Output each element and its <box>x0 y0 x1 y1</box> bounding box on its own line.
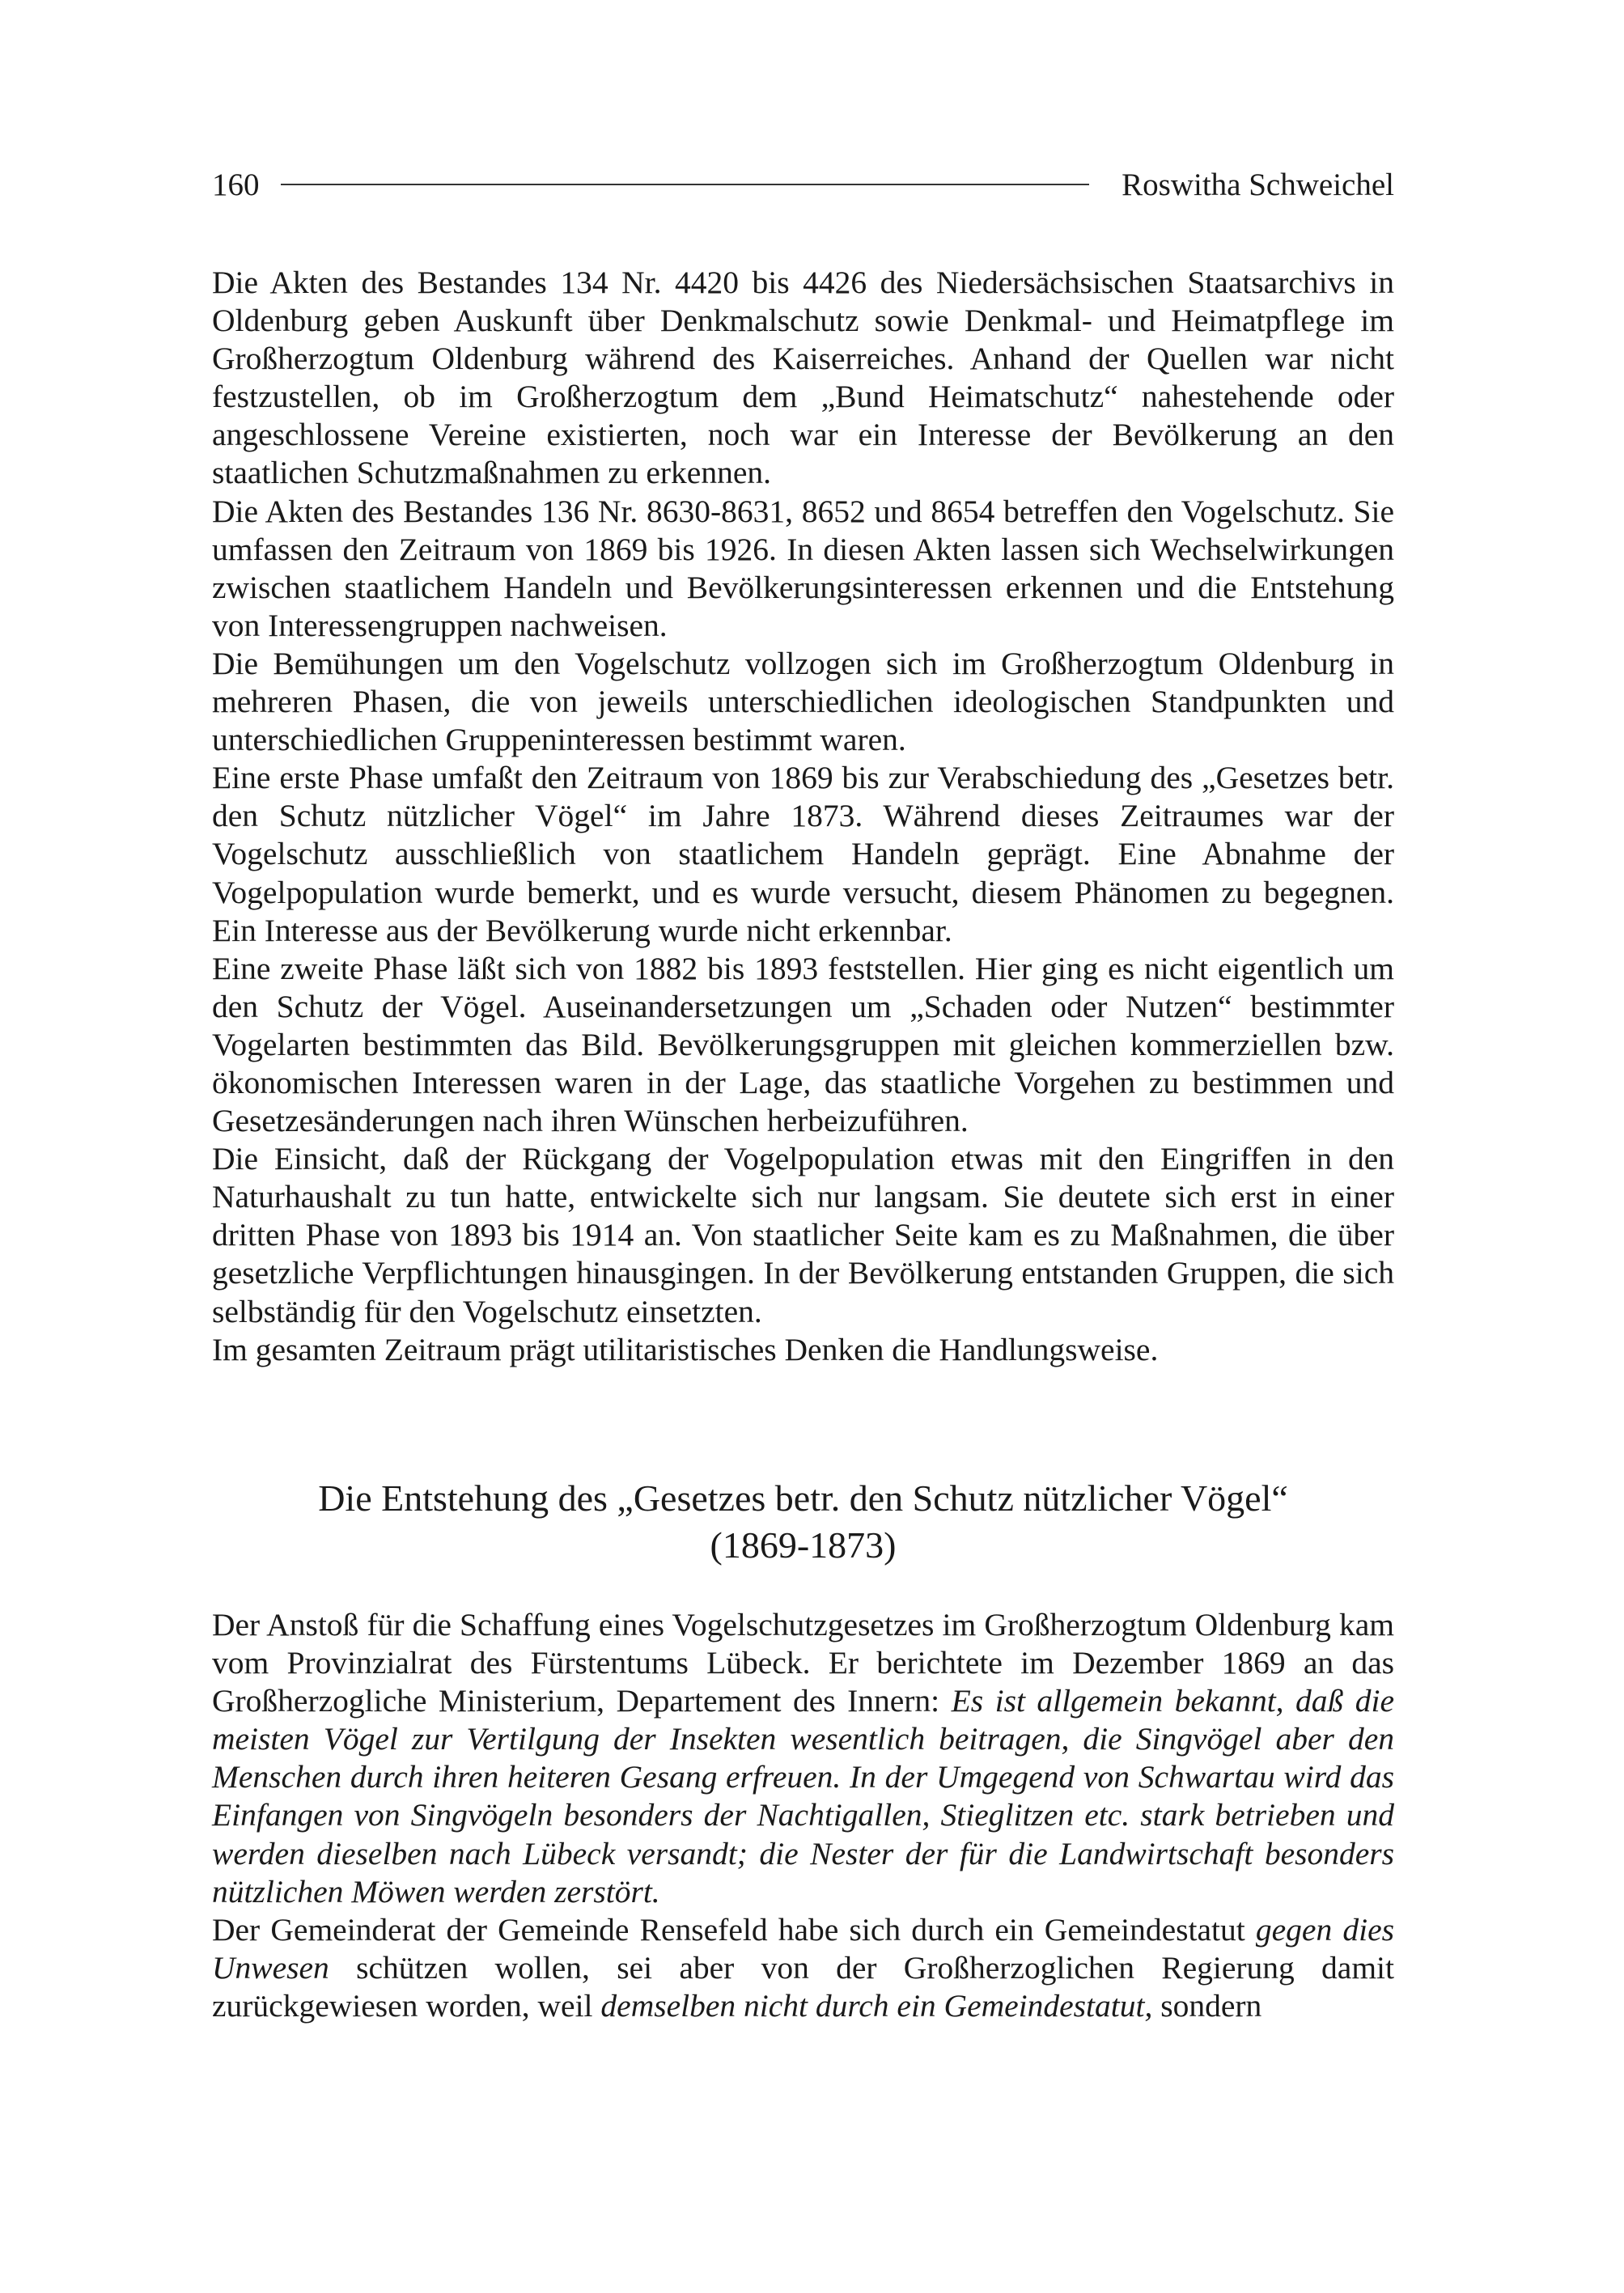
paragraph-5: Eine zweite Phase läßt sich von 1882 bis 1893 feststellen. Hier ging es nicht eigentlich um den Schutz der Vögel. Auseinandersetzungen um „Schaden oder Nutzen“ bestimmter Vogelarten bestimmten das Bild. Bevölkerungsgruppen mit gleichen kommerziellen bzw. ökonomischen Interessen waren in der Lage, das staatliche Vorgehen zu bestimmen und Gesetzesänderungen nach ihren Wünschen herbeizuführen. <box>212 950 1394 1139</box>
quote-provinzialrat: Es ist allgemein bekannt, daß die meisten Vögel zur Vertilgung der Insekten wesentlich beitragen, die Singvögel aber den Menschen durch ihren heiteren Gesang erfreuen. In der Umgegend von Schwartau wird das Einfangen von Singvögeln besonders der Nachtigallen, Stieglitzen etc. stark betrieben und werden dieselben nach Lübeck versandt; die Nester der für die Landwirtschaft besonders nützlichen Möwen werden zerstört. <box>212 1683 1394 1909</box>
paragraph-9 <box>212 1911 1394 2025</box>
quote-unwesen: gegen dies Unwesen <box>212 1911 1395 1986</box>
section-heading-title: Die Entstehung des „Gesetzes betr. den Schutz nützlicher Vögel“ <box>318 1477 1288 1519</box>
paragraph-7: Im gesamten Zeitraum prägt utilitaristisches Denken die Handlungsweise. <box>212 1331 1159 1367</box>
running-head-author: Roswitha Schweichel <box>1122 167 1394 202</box>
body-text-part1 <box>212 264 1394 1369</box>
paragraph-8 <box>212 1606 1394 1911</box>
page-number: 160 <box>212 167 260 202</box>
paragraph-8-text: Der Anstoß für die Schaffung eines Vogelschutzgesetzes im Großherzogtum Oldenburg kam vom Provinzialrat des Fürstentums Lübeck. Er berichtete im Dezember 1869 an das Großherzogliche Ministerium, Departement des Innern: <box>212 1607 1394 1719</box>
section-heading-dates: (1869-1873) <box>710 1524 897 1566</box>
body-text-part2 <box>212 1606 1394 2025</box>
paragraph-1: Die Akten des Bestandes 134 Nr. 4420 bis 4426 des Niedersächsischen Staatsarchivs in Oldenburg geben Auskunft über Denkmalschutz sowie Denkmal- und Heimatpflege im Großherzogtum Oldenburg während des Kaiserreiches. Anhand der Quellen war nicht festzustellen, ob im Großherzogtum dem „Bund Heimatschutz“ nahestehende oder angeschlossene Vereine existierten, noch war ein Interesse der Bevölkerung an den staatlichen Schutzmaßnahmen zu erkennen. <box>212 265 1394 491</box>
section-heading <box>212 1475 1394 1569</box>
header-rule <box>281 184 1090 185</box>
paragraph-9-text-a: Der Gemeinderat der Gemeinde Rensefeld habe sich durch ein Gemeindestatut <box>212 1911 1256 1948</box>
paragraph-4: Eine erste Phase umfaßt den Zeitraum von 1869 bis zur Verabschiedung des „Gesetzes betr. den Schutz nützlicher Vögel“ im Jahre 1873. Während dieses Zeitraumes war der Vogelschutz ausschließlich von staatlichem Handeln geprägt. Eine Abnahme der Vogelpopulation wurde bemerkt, und es wurde versucht, diesem Phänomen zu begegnen. Ein Interesse aus der Bevölkerung wurde nicht erkennbar. <box>212 760 1394 948</box>
running-header <box>212 164 1394 205</box>
paragraph-2: Die Akten des Bestandes 136 Nr. 8630-8631, 8652 und 8654 betreffen den Vogelschutz. Sie umfassen den Zeitraum von 1869 bis 1926. In diesen Akten lassen sich Wechselwirkungen zwischen staatlichem Handeln und Bevölkerungsinteressen erkennen und die Entstehung von Interessengruppen nachweisen. <box>212 493 1394 643</box>
paragraph-3: Die Bemühungen um den Vogelschutz vollzogen sich im Großherzogtum Oldenburg in mehreren Phasen, die von jeweils unterschiedlichen ideologischen Standpunkten und unterschiedlichen Gruppeninteressen bestimmt waren. <box>212 645 1394 758</box>
quote-gemeindestatut: demselben nicht durch ein Gemeindestatut, <box>600 1987 1153 2024</box>
paragraph-9-text-b: schützen wollen, sei aber von der Großherzoglichen Regierung damit zurückgewiesen worden, weil <box>212 1949 1394 2024</box>
paragraph-6: Die Einsicht, daß der Rückgang der Vogelpopulation etwas mit den Eingriffen in den Naturhaushalt zu tun hatte, entwickelte sich nur langsam. Sie deutete sich erst in einer dritten Phase von 1893 bis 1914 an. Von staatlicher Seite kam es zu Maßnahmen, die über gesetzliche Verpflichtungen hinausgingen. In der Bevölkerung entstanden Gruppen, die sich selbständig für den Vogelschutz einsetzten. <box>212 1141 1394 1329</box>
paragraph-9-text-c: sondern <box>1152 1987 1262 2024</box>
